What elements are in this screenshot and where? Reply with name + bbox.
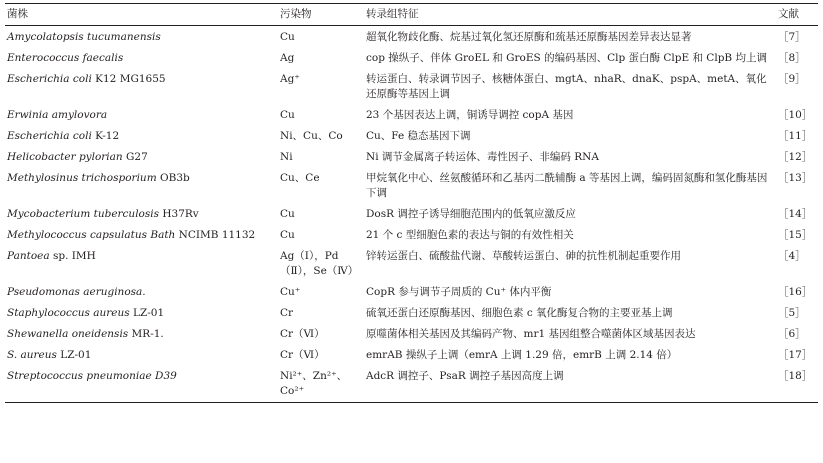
table-row: [5, 69, 818, 105]
ref-cell: ［7］: [778, 31, 806, 43]
pollutant-cell: Cu: [280, 109, 295, 121]
ref-cell: ［6］: [778, 328, 806, 340]
pollutant-cell: Ag（Ⅰ），Pd（Ⅱ），Se（Ⅳ）: [280, 250, 359, 277]
feature-cell: emrAB 操纵子上调（emrA 上调 1.29 倍，emrB 上调 2.14 倍）: [366, 349, 678, 361]
header-feature: 转录组特征: [366, 4, 776, 26]
table-row: [5, 345, 818, 366]
feature-cell: 原噬菌体相关基因及其编码产物、mr1 基因组整合噬菌体区域基因表达: [366, 328, 696, 340]
feature-cell: 硫氧还蛋白还原酶基因、细胞色素 c 氧化酶复合物的主要亚基上调: [366, 307, 673, 319]
strain-cell: [5, 303, 280, 324]
pollutant-cell: Ni: [280, 151, 293, 163]
pollutant-cell: Ni²⁺、Zn²⁺、Co²⁺: [280, 366, 366, 403]
strain-suffix: LZ-01: [56, 349, 92, 361]
ref-cell: ［8］: [778, 52, 806, 64]
strain-cell: [5, 126, 280, 147]
ref-cell: ［13］: [778, 172, 813, 184]
strain-name: Streptococcus pneumoniae D39: [7, 370, 177, 382]
strain-suffix: MR-1.: [128, 328, 164, 340]
strain-name: Staphylococcus aureus: [7, 307, 130, 319]
header-ref: 文献: [776, 4, 818, 26]
strain-cell: [5, 324, 280, 345]
ref-cell: ［5］: [778, 307, 806, 319]
table-body: [5, 26, 818, 403]
feature-cell: Cu、Fe 稳态基因下调: [366, 130, 471, 142]
strain-cell: [5, 168, 280, 204]
strain-suffix: K12 MG1655: [91, 73, 166, 85]
ref-cell: ［11］: [778, 130, 813, 142]
ref-cell: ［14］: [778, 208, 813, 220]
strain-name: Erwinia amylovora: [7, 109, 108, 121]
pollutant-cell: Cu: [280, 31, 295, 43]
strain-suffix: sp. IMH: [49, 250, 96, 262]
strain-name: Methylococcus capsulatus Bath: [7, 229, 176, 241]
pollutant-cell: Cu、Ce: [280, 172, 320, 184]
table-row: [5, 225, 818, 246]
table-row: [5, 26, 818, 49]
strain-name: S. aureus: [7, 349, 57, 361]
strain-name: Pseudomonas aeruginosa.: [7, 286, 146, 298]
table-row: [5, 105, 818, 126]
ref-cell: ［18］: [776, 366, 818, 403]
pollutant-cell: Cu: [280, 208, 295, 220]
table-row: [5, 324, 818, 345]
pollutant-cell: Ni、Cu、Co: [280, 130, 343, 142]
strain-name: Mycobacterium tuberculosis: [7, 208, 160, 220]
strain-suffix: OB3b: [156, 172, 190, 184]
strain-name: Escherichia coli: [7, 130, 92, 142]
table-row: [5, 303, 818, 324]
feature-cell: DosR 调控子诱导细胞范围内的低氧应激反应: [366, 208, 576, 220]
feature-cell: 超氧化物歧化酶、烷基过氧化氢还原酶和巯基还原酶基因差异表达显著: [366, 31, 692, 43]
strain-suffix: NCIMB 11132: [175, 229, 256, 241]
strain-cell: [5, 147, 280, 168]
transcriptome-table: [5, 3, 818, 403]
ref-cell: ［15］: [778, 229, 813, 241]
strain-name: Amycolatopsis tucumanensis: [7, 31, 161, 43]
pollutant-cell: Ag: [280, 52, 295, 64]
pollutant-cell: Cr（Ⅵ）: [280, 328, 325, 340]
strain-suffix: H37Rv: [159, 208, 199, 220]
strain-cell: [5, 48, 280, 69]
strain-name: Pantoea: [7, 250, 50, 262]
strain-cell: [5, 282, 280, 303]
feature-cell: 甲烷氧化中心、丝氨酸循环和乙基丙二酰辅酶 a 等基因上调，编码固氮酶和氢化酶基因下调: [366, 172, 768, 199]
pollutant-cell: Cu: [280, 229, 295, 241]
pollutant-cell: Cr（Ⅵ）: [280, 349, 325, 361]
strain-cell: [5, 246, 280, 282]
ref-cell: ［4］: [778, 250, 806, 262]
strain-suffix: G27: [122, 151, 148, 163]
ref-cell: ［10］: [778, 109, 813, 121]
table-row: [5, 246, 818, 282]
feature-cell: 锌转运蛋白、硫酸盐代谢、草酸转运蛋白、砷的抗性机制起重要作用: [366, 250, 681, 262]
strain-cell: [5, 26, 280, 49]
feature-cell: Ni 调节金属离子转运体、毒性因子、非编码 RNA: [366, 151, 599, 163]
strain-cell: [5, 204, 280, 225]
feature-cell: CopR 参与调节子周质的 Cu⁺ 体内平衡: [366, 286, 552, 298]
pollutant-cell: Cu⁺: [280, 286, 301, 298]
strain-name: Helicobacter pylorian: [7, 151, 123, 163]
header-strain: 菌株: [5, 4, 280, 26]
feature-cell: AdcR 调控子、PsaR 调控子基因高度上调: [366, 366, 776, 403]
table-row: [5, 366, 818, 403]
ref-cell: ［9］: [778, 73, 806, 85]
table-header-row: [5, 4, 818, 26]
table-row: [5, 204, 818, 225]
ref-cell: ［17］: [778, 349, 813, 361]
strain-suffix: K-12: [91, 130, 120, 142]
feature-cell: 转运蛋白、转录调节因子、核糖体蛋白、mgtA、nhaR、dnaK、pspA、metA、氧化还原酶等基因上调: [366, 73, 767, 100]
table-row: [5, 126, 818, 147]
ref-cell: ［16］: [778, 286, 813, 298]
strain-name: Methylosinus trichosporium: [7, 172, 157, 184]
strain-cell: [5, 345, 280, 366]
table-row: [5, 48, 818, 69]
strain-name: Enterococcus faecalis: [7, 52, 124, 64]
strain-name: Escherichia coli: [7, 73, 92, 85]
pollutant-cell: Cr: [280, 307, 294, 319]
feature-cell: 21 个 c 型细胞色素的表达与铜的有效性相关: [366, 229, 574, 241]
ref-cell: ［12］: [778, 151, 813, 163]
strain-suffix: LZ-01: [129, 307, 165, 319]
table-row: [5, 282, 818, 303]
pollutant-cell: Ag⁺: [280, 73, 300, 85]
strain-cell: [5, 366, 280, 403]
strain-name: Shewanella oneidensis: [7, 328, 129, 340]
feature-cell: cop 操纵子、伴体 GroEL 和 GroES 的编码基因、Clp 蛋白酶 ClpE 和 ClpB 均上调: [366, 52, 767, 64]
table-row: [5, 147, 818, 168]
header-pollutant: 污染物: [280, 4, 366, 26]
table-row: [5, 168, 818, 204]
strain-cell: [5, 225, 280, 246]
feature-cell: 23 个基因表达上调，铜诱导调控 copA 基因: [366, 109, 574, 121]
strain-cell: [5, 105, 280, 126]
strain-cell: [5, 69, 280, 105]
